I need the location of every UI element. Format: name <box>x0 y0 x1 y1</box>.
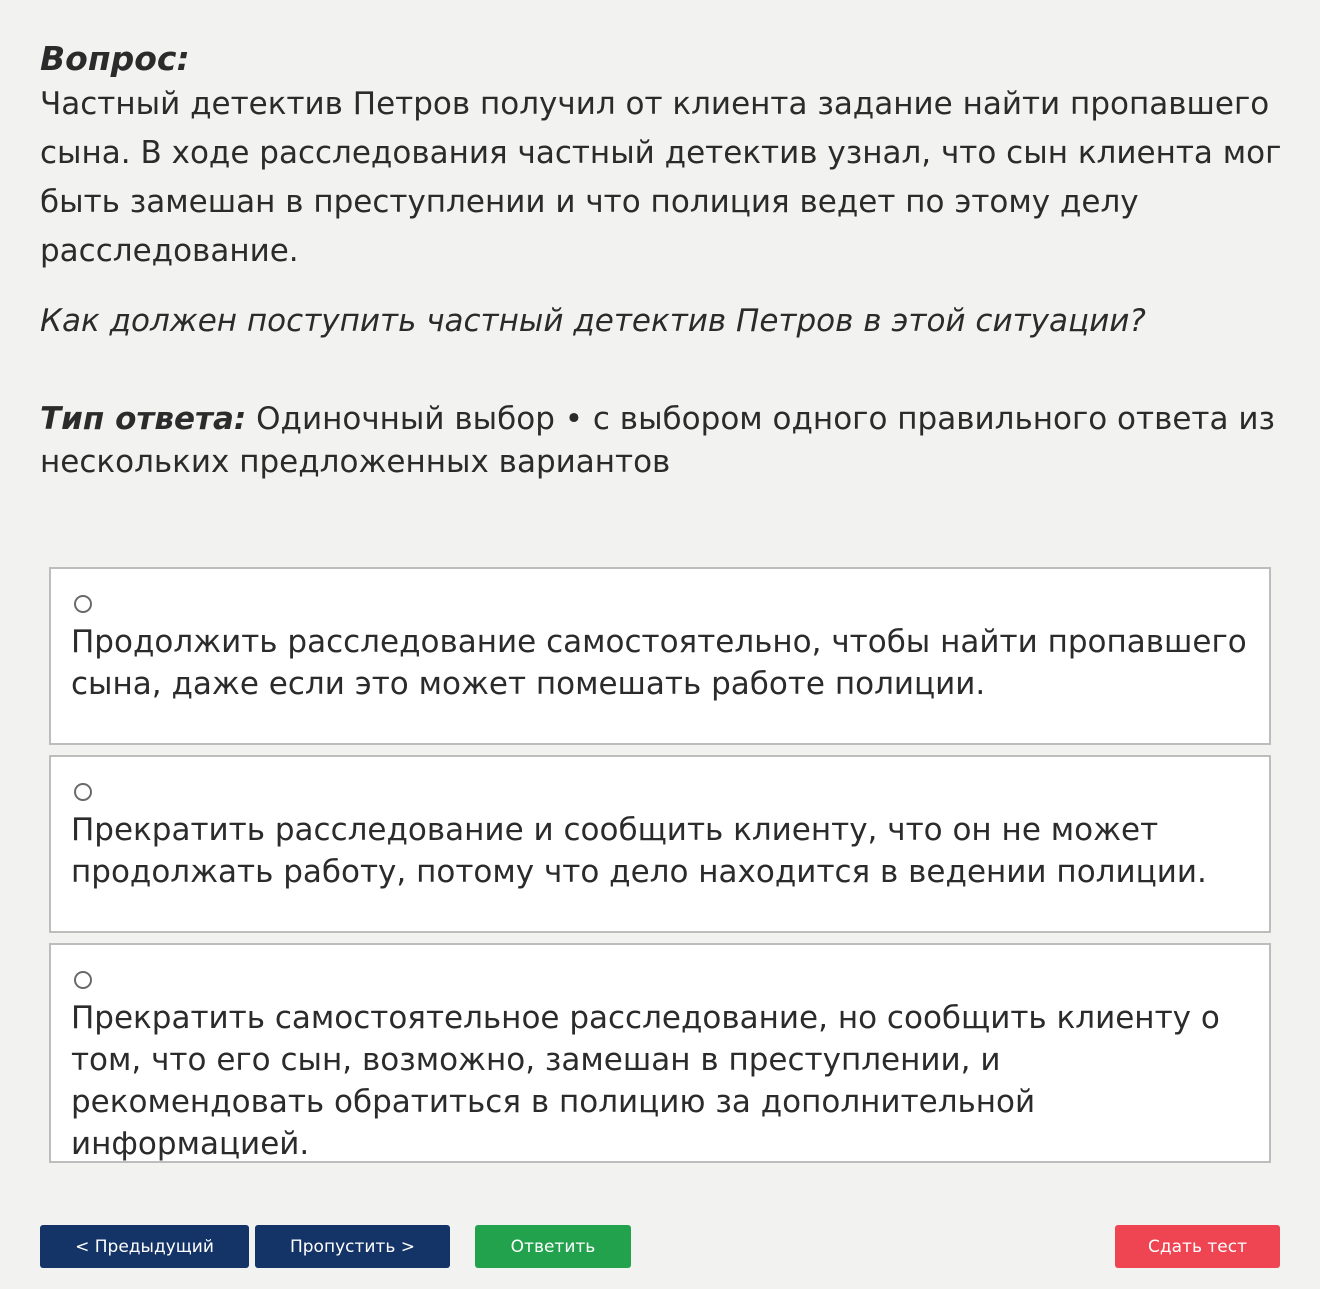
answer-option-2[interactable] <box>49 755 1271 933</box>
radio-button-icon[interactable] <box>74 783 92 801</box>
radio-button-icon[interactable] <box>74 971 92 989</box>
question-block <box>40 38 1290 342</box>
answer-button[interactable]: Ответить <box>475 1225 631 1268</box>
answer-option-text: Продолжить расследование самостоятельно, чтобы найти пропавшего сына, даже если это может помешать работе полиции. <box>71 624 1247 702</box>
answer-options <box>49 567 1271 1173</box>
answer-type-value: Одиночный выбор • с выбором одного правильного ответа из нескольких предложенных вариантов <box>40 401 1275 480</box>
answer-option-1[interactable] <box>49 567 1271 745</box>
question-prompt: Как должен поступить частный детектив Петров в этой ситуации? <box>40 303 1146 339</box>
answer-type <box>40 398 1280 484</box>
answer-option-3[interactable] <box>49 943 1271 1163</box>
skip-button[interactable]: Пропустить > <box>255 1225 450 1268</box>
question-text: Частный детектив Петров получил от клиента задание найти пропавшего сына. В ходе расследования частный детектив узнал, что сын клиента мог быть замешан в преступлении и что полиция ведет по этому делу расследование. <box>40 86 1282 269</box>
answer-option-text: Прекратить расследование и сообщить клиенту, что он не может продолжать работу, потому что дело находится в ведении полиции. <box>71 812 1207 890</box>
radio-button-icon[interactable] <box>74 595 92 613</box>
question-heading: Вопрос: <box>40 39 190 78</box>
answer-option-text: Прекратить самостоятельное расследование, но сообщить клиенту о том, что его сын, возможно, замешан в преступлении, и рекомендовать обратиться в полицию за дополнительной информацией. <box>71 1000 1220 1162</box>
previous-button[interactable]: < Предыдущий <box>40 1225 249 1268</box>
answer-type-label: Тип ответа: <box>40 401 247 437</box>
finish-test-button[interactable]: Сдать тест <box>1115 1225 1280 1268</box>
